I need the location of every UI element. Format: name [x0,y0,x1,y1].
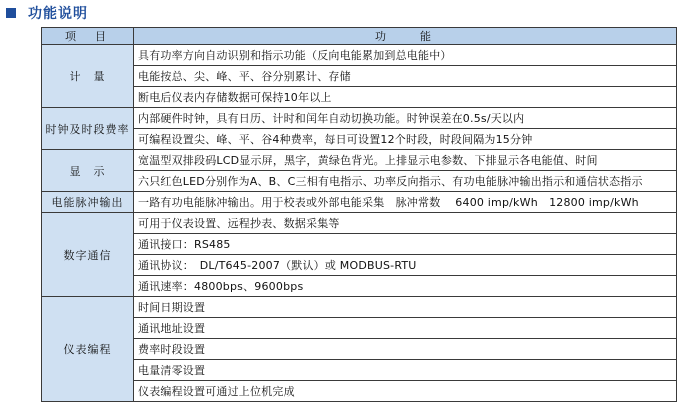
table-row [42,234,677,255]
feature-cell: 通讯接口：RS485 [134,234,677,255]
table-row [42,360,677,381]
category-cell: 显 示 [42,150,134,192]
table-row [42,276,677,297]
table-row [42,192,677,213]
table-row [42,150,677,171]
table-row [42,45,677,66]
heading-bullet-icon [6,8,16,18]
table-row [42,213,677,234]
category-cell: 计 量 [42,45,134,108]
feature-cell: 电能按总、尖、峰、平、谷分别累计、存储 [134,66,677,87]
category-cell: 仪表编程 [42,297,134,402]
table-row [42,108,677,129]
feature-cell: 内部硬件时钟，具有日历、计时和闰年自动切换功能。时钟误差在0.5s/天以内 [134,108,677,129]
feature-cell: 通讯协议： DL/T645-2007（默认）或 MODBUS-RTU [134,255,677,276]
function-table [41,27,677,402]
table-row [42,381,677,402]
section-title: 功能说明 [28,6,88,22]
feature-cell: 通讯速率：4800bps、9600bps [134,276,677,297]
table-row [42,87,677,108]
table-header-row [42,28,677,45]
feature-cell: 断电后仪表内存储数据可保持10年以上 [134,87,677,108]
table-row [42,318,677,339]
section-heading [6,3,88,23]
feature-cell: 可用于仪表设置、远程抄表、数据采集等 [134,213,677,234]
category-cell: 时钟及时段费率 [42,108,134,150]
feature-cell: 电量清零设置 [134,360,677,381]
feature-cell: 通讯地址设置 [134,318,677,339]
feature-cell: 时间日期设置 [134,297,677,318]
feature-cell: 具有功率方向自动识别和指示功能（反向电能累加到总电能中） [134,45,677,66]
feature-cell: 仪表编程设置可通过上位机完成 [134,381,677,402]
feature-cell: 六只红色LED分别作为A、B、C三相有电指示、功率反向指示、有功电能脉冲输出指示和通信状态指示 [134,171,677,192]
feature-cell: 一路有功电能脉冲输出。用于校表或外部电能采集 脉冲常数 6400 imp/kWh 12800 imp/kWh [134,192,677,213]
category-cell: 数字通信 [42,213,134,297]
table-row [42,297,677,318]
feature-cell: 可编程设置尖、峰、平、谷4种费率，每日可设置12个时段，时段间隔为15分钟 [134,129,677,150]
category-cell: 电能脉冲输出 [42,192,134,213]
table-row [42,129,677,150]
feature-cell: 费率时段设置 [134,339,677,360]
table-row [42,66,677,87]
table-row [42,339,677,360]
table-row [42,255,677,276]
feature-cell: 宽温型双排段码LCD显示屏，黑字，黄绿色背光。上排显示电参数、下排显示各电能值、时间 [134,150,677,171]
table-row [42,171,677,192]
header-item: 项 目 [42,28,134,45]
header-function: 功 能 [134,28,677,45]
